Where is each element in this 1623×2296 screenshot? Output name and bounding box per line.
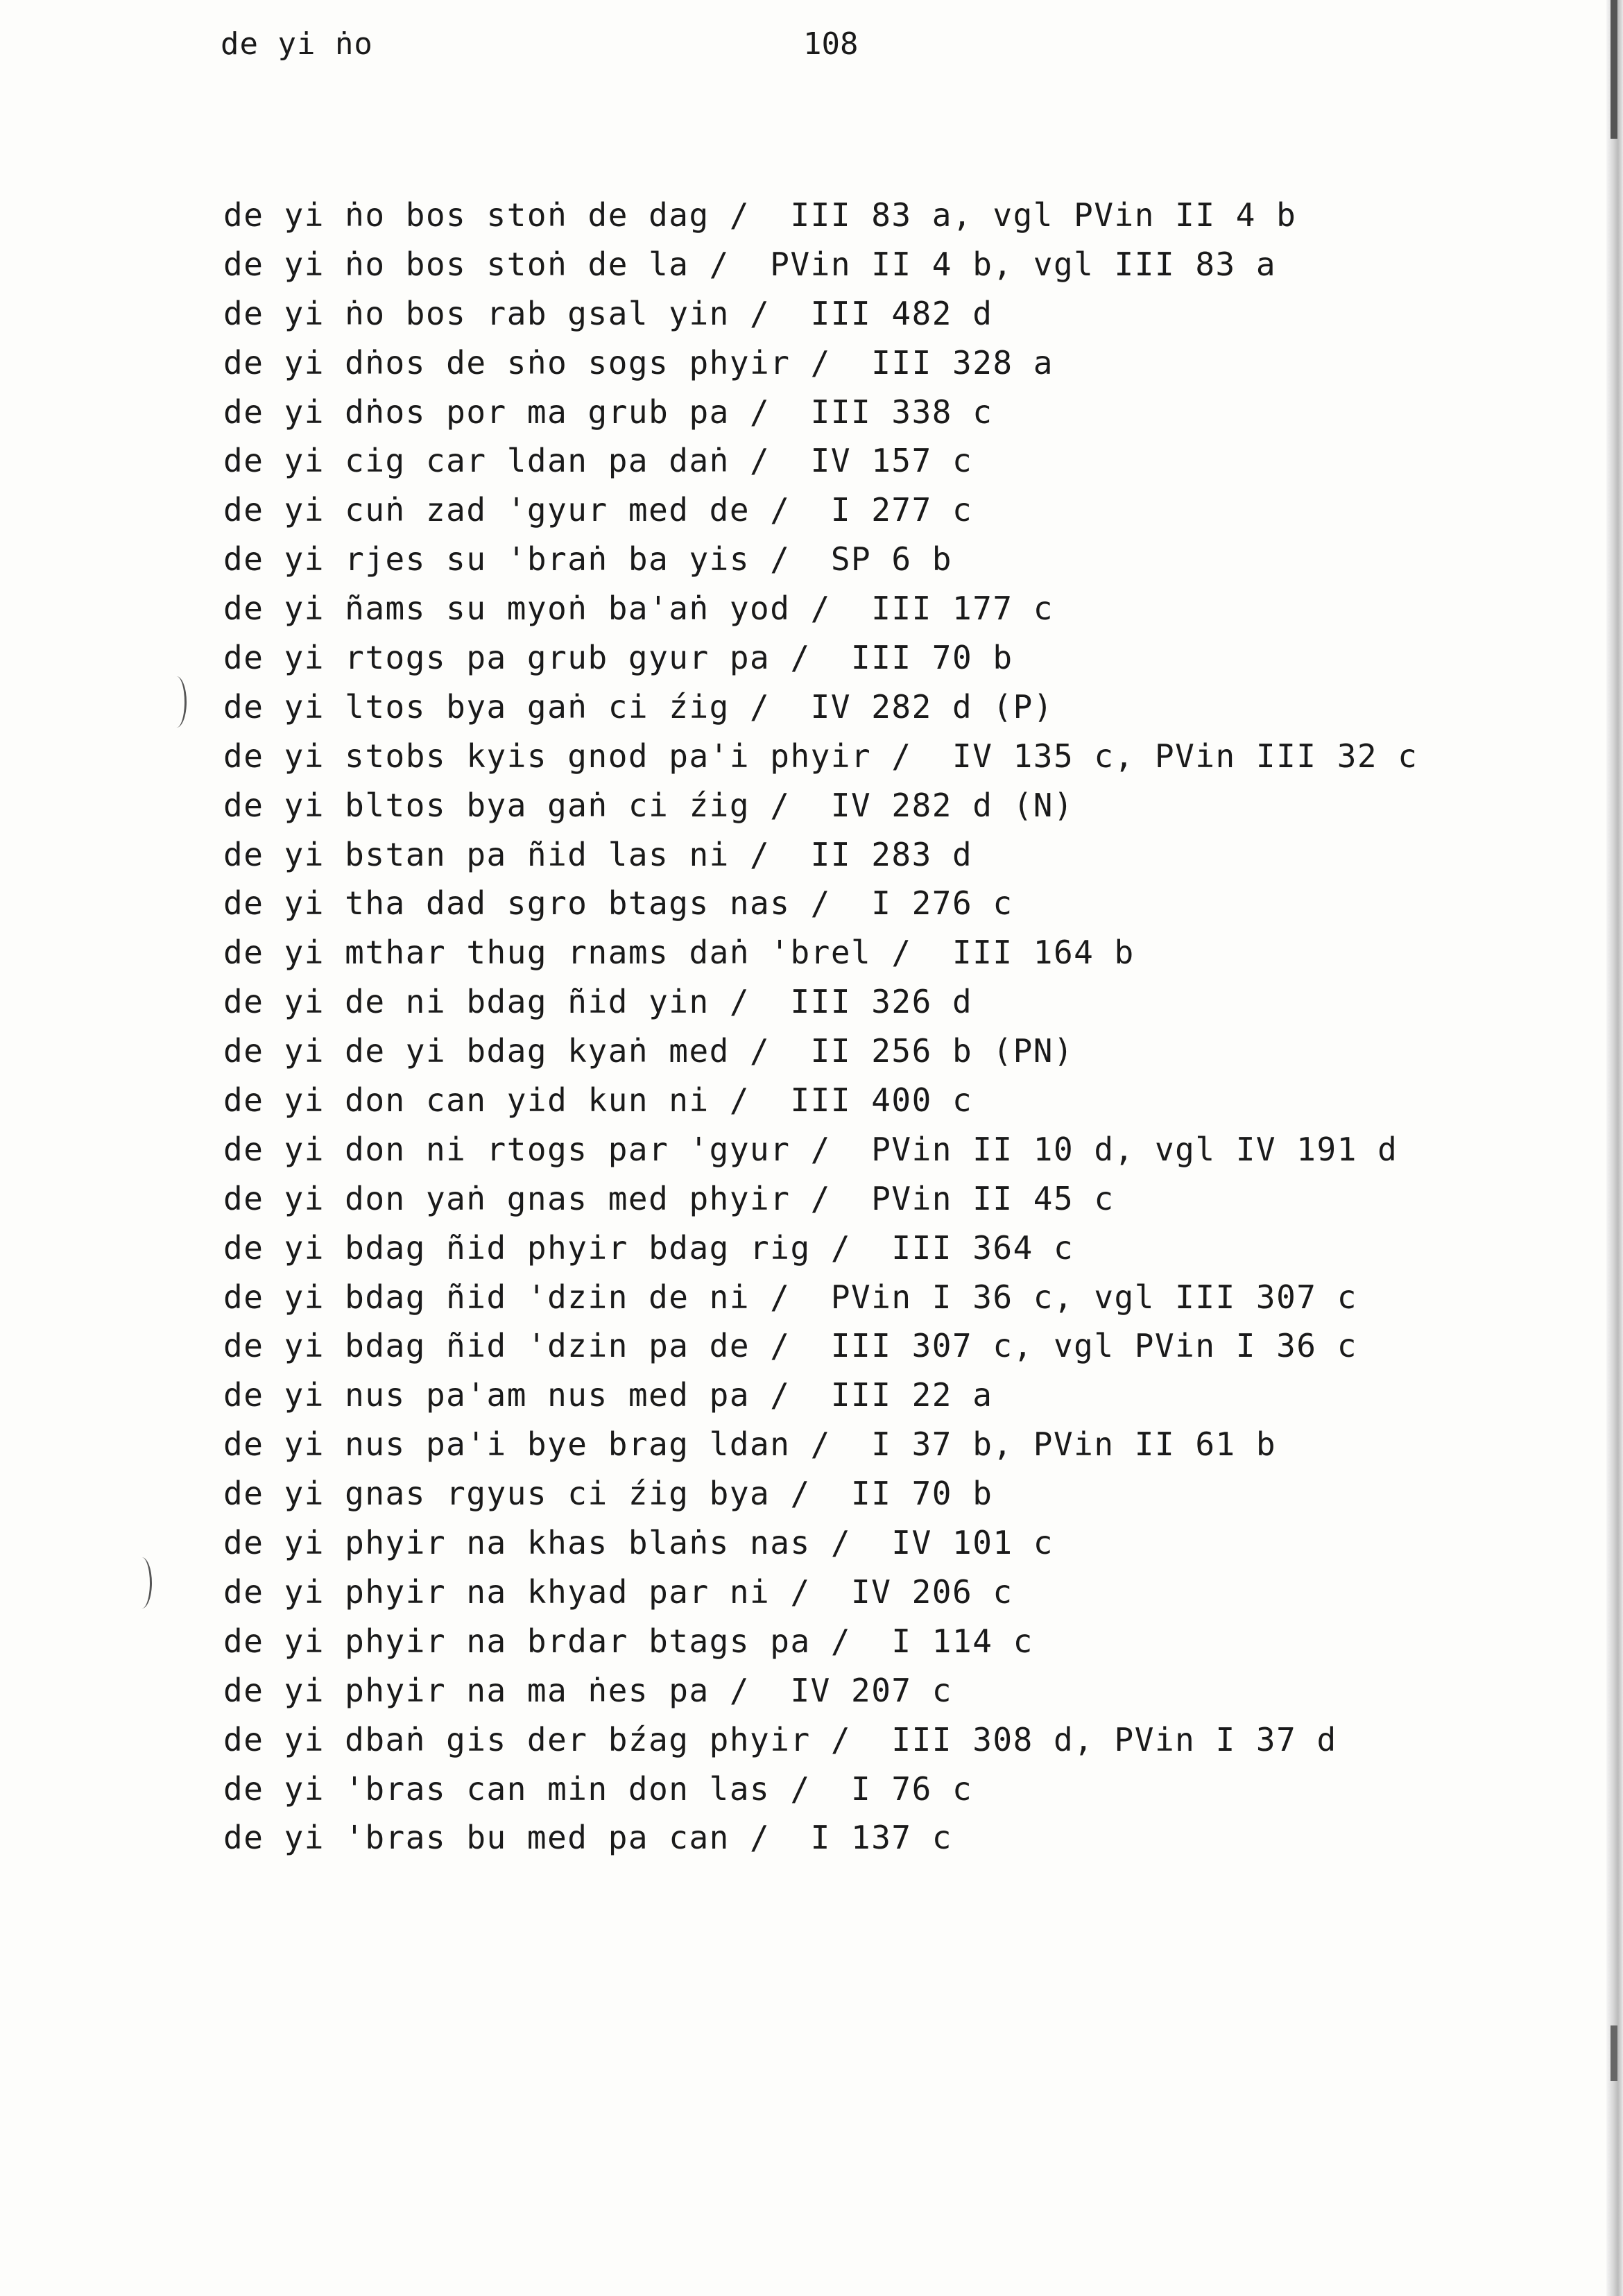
list-item: de yi dbaṅ gis der bźag phyir / III 308 d, PVin I 37 d [223,1720,1337,1758]
list-item: de yi ṅo bos rab gsal yin / III 482 d [223,294,993,332]
list-item: de yi dṅos de sṅo sogs phyir / III 328 a [223,343,1054,382]
list-item: de yi mthar thug rnams daṅ 'brel / III 164 b [223,934,1135,972]
list-item: de yi bdag ñid 'dzin de ni / PVin I 36 c, vgl III 307 c [223,1278,1357,1316]
scan-edge [1606,0,1623,2296]
list-item: de yi phyir na ma ṅes pa / IV 207 c [223,1671,952,1709]
list-item: de yi phyir na brdar btags pa / I 114 c [223,1622,1033,1660]
list-item: de yi gnas rgyus ci źig bya / II 70 b [223,1475,993,1513]
list-item: de yi phyir na khyad par ni / IV 206 c [223,1573,1013,1611]
entry-list [223,191,1418,1862]
list-item: de yi bdag ñid 'dzin pa de / III 307 c, vgl PVin I 36 c [223,1327,1357,1365]
scan-edge-shadow [1611,2025,1617,2081]
list-item: de yi de yi bdag kyaṅ med / II 256 b (PN) [223,1032,1074,1070]
list-item: de yi rtogs pa grub gyur pa / III 70 b [223,639,1013,677]
list-item: de yi cig car ldan pa daṅ / IV 157 c [223,442,973,480]
list-item: de yi cuṅ zad 'gyur med de / I 277 c [223,491,973,529]
list-item: de yi bdag ñid phyir bdag rig / III 364 c [223,1228,1074,1267]
binder-hole-mark [166,676,187,728]
binder-hole-mark [132,1557,152,1609]
list-item: de yi nus pa'am nus med pa / III 22 a [223,1376,993,1414]
list-item: de yi ṅo bos stoṅ de la / PVin II 4 b, vgl III 83 a [223,245,1277,283]
list-item: de yi don ni rtogs par 'gyur / PVin II 10 d, vgl IV 191 d [223,1130,1398,1168]
list-item: de yi bltos bya gaṅ ci źig / IV 282 d (N) [223,786,1074,824]
list-item: de yi dṅos por ma grub pa / III 338 c [223,393,993,431]
page-number: 108 [803,26,859,62]
list-item: de yi don yaṅ gnas med phyir / PVin II 45 c [223,1179,1115,1217]
scan-edge-shadow [1611,0,1617,139]
list-item: de yi 'bras bu med pa can / I 137 c [223,1819,952,1857]
list-item: de yi phyir na khas blaṅs nas / IV 101 c [223,1524,1054,1562]
list-item: de yi ltos bya gaṅ ci źig / IV 282 d (P) [223,687,1054,726]
list-item: de yi 'bras can min don las / I 76 c [223,1770,973,1808]
list-item: de yi don can yid kun ni / III 400 c [223,1081,973,1120]
list-item: de yi ṅo bos stoṅ de dag / III 83 a, vgl PVin II 4 b [223,196,1297,234]
list-item: de yi rjes su 'braṅ ba yis / SP 6 b [223,540,952,579]
list-item: de yi stobs kyis gnod pa'i phyir / IV 135 c, PVin III 32 c [223,737,1418,775]
list-item: de yi ñams su myoṅ ba'aṅ yod / III 177 c [223,590,1054,628]
list-item: de yi nus pa'i bye brag ldan / I 37 b, PVin II 61 b [223,1425,1277,1464]
running-head: de yi ṅo [221,26,373,62]
list-item: de yi tha dad sgro btags nas / I 276 c [223,884,1013,923]
list-item: de yi de ni bdag ñid yin / III 326 d [223,983,973,1021]
list-item: de yi bstan pa ñid las ni / II 283 d [223,835,973,873]
